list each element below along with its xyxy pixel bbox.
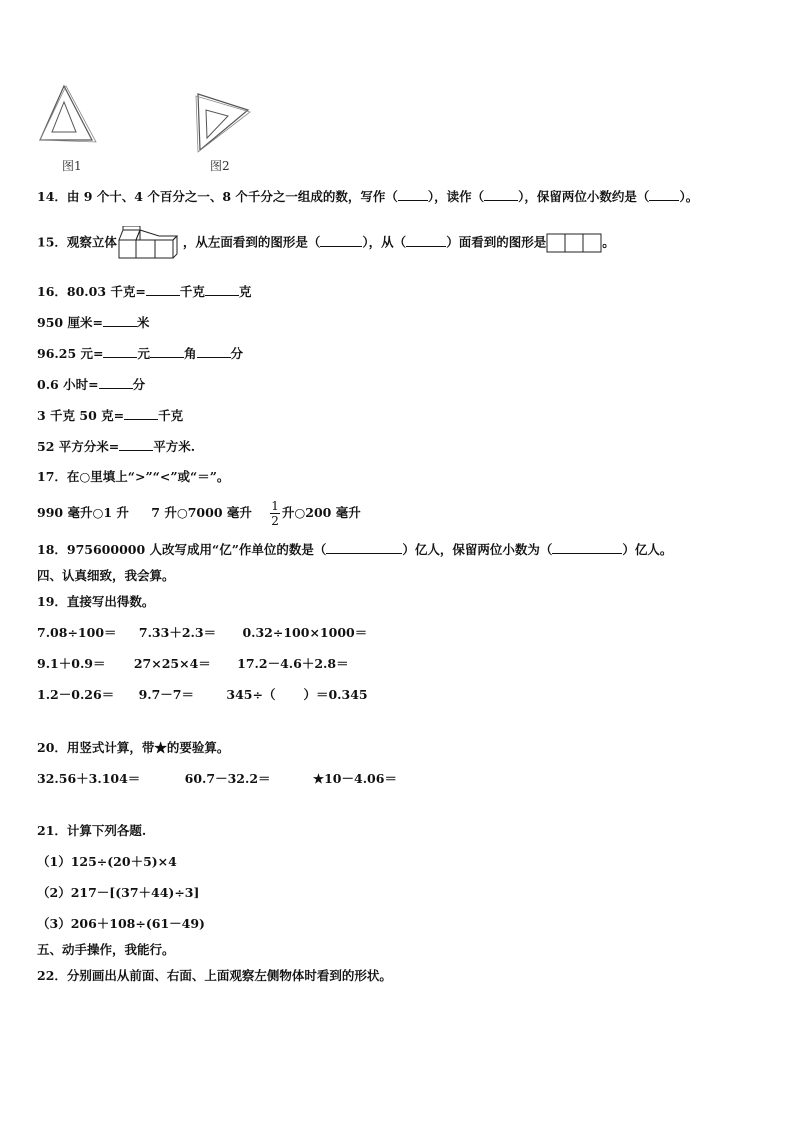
q16-l3-text: 96.25 元=	[37, 346, 104, 361]
question-22-title: 22．分别画出从前面、右面、上面观察左侧物体时看到的形状。	[37, 968, 392, 983]
three-squares-figure	[546, 232, 602, 254]
question-16-line-5	[37, 407, 183, 424]
q19-r3-blank[interactable]	[275, 687, 303, 699]
set-square-figure-1	[36, 84, 98, 146]
q16-l4-blank[interactable]	[99, 376, 133, 389]
question-19-row-2	[37, 656, 349, 672]
question-16-line-4	[37, 376, 145, 393]
question-16-line-2	[37, 314, 149, 331]
question-21-title: 21．计算下列各题.	[37, 823, 147, 838]
q16-l4-unit: 分	[132, 377, 146, 392]
q19-r1c3: 0.32÷100×1000＝	[242, 625, 368, 640]
question-21-part-1: （1）125÷(20＋5)×4	[37, 854, 177, 869]
q14-suffix: ）。	[679, 189, 699, 204]
q14-blank-round[interactable]	[649, 188, 679, 201]
q16-l1-blank-1[interactable]	[146, 283, 180, 296]
figure-2-caption: 图2	[210, 159, 230, 173]
q20-c1: 32.56＋3.104＝	[37, 771, 141, 786]
q19-r3c2: 9.7－7＝	[138, 687, 195, 702]
q18-suffix: ）亿人。	[622, 542, 673, 557]
q16-l1-blank-2[interactable]	[205, 283, 239, 296]
question-17-title: 17．在○里填上“>”“<”或“＝”。	[37, 469, 230, 484]
q17-item-3: 升○200 毫升	[281, 505, 361, 520]
q16-l3-unit-2: 角	[183, 346, 197, 361]
q16-l1-unit-1: 千克	[179, 284, 205, 299]
q18-mid: ）亿人，保留两位小数为（	[402, 542, 553, 557]
q19-r2c1: 9.1＋0.9＝	[37, 656, 106, 671]
section-4-heading: 四、认真细致，我会算。	[37, 568, 175, 583]
q19-r1c2: 7.33＋2.3＝	[138, 625, 217, 640]
q20-c3: ★10－4.06＝	[312, 771, 397, 786]
q14-blank-write[interactable]	[398, 188, 428, 201]
q16-l5-unit: 千克	[158, 408, 184, 423]
section-5-heading: 五、动手操作，我能行。	[37, 942, 175, 957]
q14-mid1: ），读作（	[427, 189, 485, 204]
q16-l6-unit: 平方米.	[153, 439, 196, 454]
question-21-part-3: （3）206＋108÷(61－49)	[37, 916, 205, 931]
q16-l3-blank-1[interactable]	[103, 345, 137, 358]
q17-fraction-numerator: 1	[271, 499, 279, 513]
q19-r2c3: 17.2－4.6＋2.8＝	[237, 656, 349, 671]
q15-suffix: 。	[602, 234, 615, 250]
q15-mid1: ，从左面看到的图形是（	[182, 234, 321, 250]
q15-blank-left-view[interactable]	[320, 234, 362, 247]
q19-r3c3b: ）＝0.345	[303, 687, 368, 702]
question-16-line-3	[37, 345, 243, 362]
q16-l3-blank-2[interactable]	[150, 345, 184, 358]
q15-mid3: ）面看到的图形是	[446, 234, 547, 250]
q19-r1c1: 7.08÷100＝	[37, 625, 117, 640]
figure-1-caption: 图1	[62, 159, 82, 173]
q16-l2-text: 950 厘米=	[37, 315, 103, 330]
q15-prefix: 15．观察立体	[37, 234, 117, 250]
question-19-title: 19．直接写出得数。	[37, 594, 155, 609]
q16-l4-text: 0.6 小时=	[37, 377, 99, 392]
q19-r3c3a: 345÷（	[226, 687, 276, 702]
q16-l3-blank-3[interactable]	[197, 345, 231, 358]
q16-l3-unit-1: 元	[137, 346, 150, 361]
q18-prefix: 18．975600000 人改写成用“亿”作单位的数是（	[37, 542, 327, 557]
q20-c2: 60.7－32.2＝	[184, 771, 271, 786]
q16-l1-text: 16．80.03 千克=	[37, 284, 146, 299]
question-19-row-1	[37, 625, 367, 641]
q16-l5-blank[interactable]	[124, 407, 158, 420]
cube-solid-figure	[117, 226, 183, 260]
question-14	[37, 188, 698, 205]
q18-blank-2[interactable]	[552, 541, 622, 554]
question-18	[37, 541, 672, 558]
q16-l3-unit-3: 分	[230, 346, 244, 361]
q14-prefix: 14．由 9 个十、4 个百分之一、8 个千分之一组成的数，写作（	[37, 189, 398, 204]
q16-l2-unit: 米	[136, 315, 150, 330]
q16-l2-blank[interactable]	[103, 314, 137, 327]
q16-l6-text: 52 平方分米=	[37, 439, 120, 454]
question-21-part-2: （2）217－[(37＋44)÷3]	[37, 885, 200, 900]
set-square-figure-2	[194, 92, 252, 154]
q19-r2c2: 27×25×4＝	[133, 656, 211, 671]
q17-item-1: 990 毫升○1 升	[37, 505, 129, 520]
q17-item-2: 7 升○7000 毫升	[151, 505, 252, 520]
q15-mid2: ），从（	[362, 234, 407, 250]
question-17-items	[37, 496, 361, 532]
q17-fraction	[270, 499, 280, 528]
q14-blank-read[interactable]	[484, 188, 518, 201]
q18-blank-1[interactable]	[326, 541, 402, 554]
q14-mid2: ），保留两位小数约是（	[518, 189, 650, 204]
q19-r3c1: 1.2－0.26＝	[37, 687, 115, 702]
question-16-line-1	[37, 283, 251, 300]
q15-blank-direction[interactable]	[406, 234, 446, 247]
question-20-items	[37, 771, 397, 787]
q17-fraction-denominator: 2	[271, 514, 279, 528]
q16-l1-unit-2: 克	[238, 284, 252, 299]
q16-l6-blank[interactable]	[119, 438, 153, 451]
question-15	[37, 226, 615, 266]
question-19-row-3	[37, 687, 368, 703]
q16-l5-text: 3 千克 50 克=	[37, 408, 125, 423]
question-16-line-6	[37, 438, 195, 455]
question-20-title: 20．用竖式计算，带★的要验算。	[37, 740, 230, 755]
